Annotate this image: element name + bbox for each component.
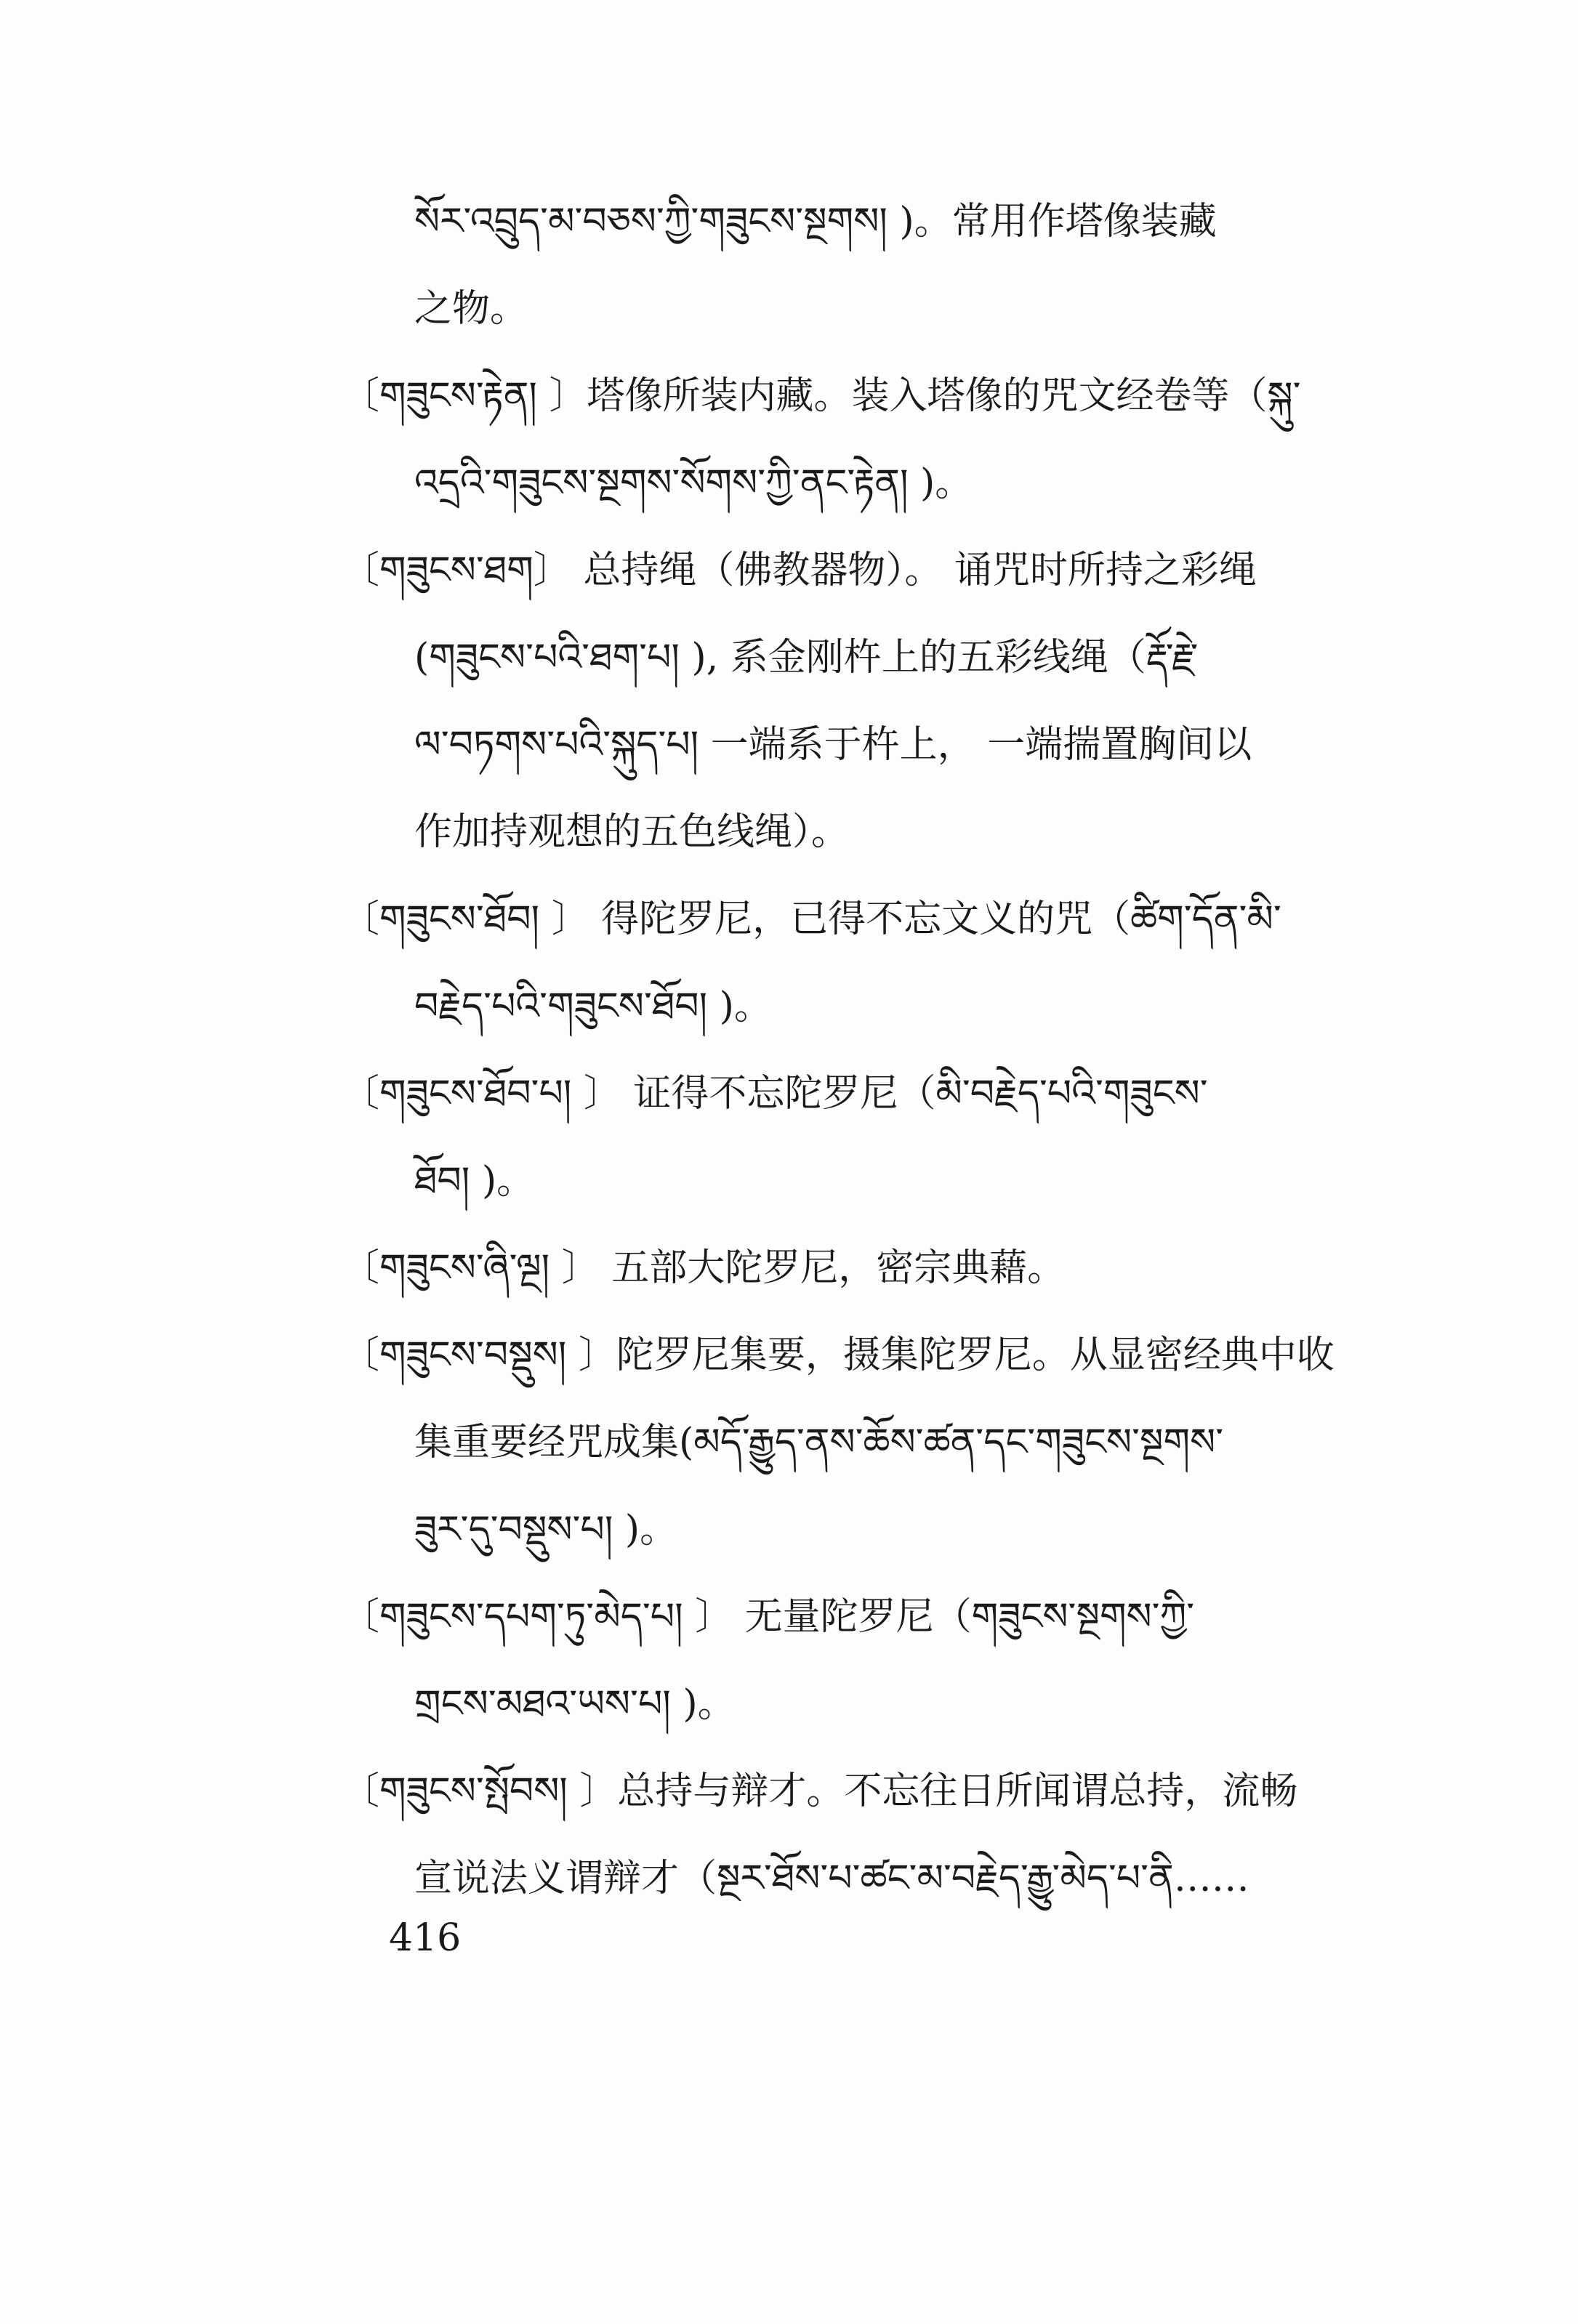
dictionary-entry-line: 〔གཟུངས་ཐོབ་པ། 〕 证得不忘陀罗尼（མི་བརྗེད་པའི་གཟུངས་	[342, 1072, 1208, 1115]
text-line: འདྲའི་གཟུངས་སྔགས་སོགས་ཀྱི་ནང་རྟེན། )。	[414, 461, 973, 505]
dictionary-entry-line: 〔གཟུངས་ཐག〕 总持绳（佛教器物）。 诵咒时所持之彩绳	[342, 549, 1257, 592]
dictionary-entry-line: 〔གཟུངས་དཔག་ཏུ་མེད་པ། 〕 无量陀罗尼（གཟུངས་སྔགས་ཀྱི་	[342, 1595, 1195, 1639]
dictionary-entry-line: 〔གཟུངས་ཞི་ལྔ། 〕 五部大陀罗尼，密宗典藉。	[342, 1246, 1066, 1290]
text-line: གྲངས་མཐའ་ཡས་པ། )。	[414, 1682, 736, 1726]
text-line: བརྗེད་པའི་གཟུངས་ཐོབ། )。	[414, 985, 772, 1028]
text-line: (གཟུངས་པའི་ཐག་པ། ), 系金刚杵上的五彩线绳（རྡོ་རྗེ་	[414, 636, 1199, 679]
text-line: 集重要经咒成集(མདོ་རྒྱུད་ནས་ཆོས་ཚན་དང་གཟུངས་སྔགས་	[414, 1421, 1224, 1464]
text-line: 之物。	[414, 287, 528, 331]
dictionary-entry-line: 〔གཟུངས་སྤོབས། 〕总持与辩才。不忘往日所闻谓总持，流畅	[342, 1770, 1298, 1813]
text-line: 作加持观想的五色线绳）。	[414, 810, 850, 854]
page-number: 416	[389, 1916, 462, 1960]
dictionary-text-block	[342, 178, 1446, 1922]
dictionary-entry-line: 〔གཟུངས་རྟེན། 〕塔像所装内藏。装入塔像的咒文经卷等（སྐུ་	[342, 374, 1301, 418]
text-line: ཟུར་དུ་བསྡུས་པ། )。	[414, 1508, 678, 1552]
text-line: ཐོབ། )。	[414, 1159, 535, 1203]
text-line: 宣说法义谓辩才（སྔར་ཐོས་པ་ཚང་མ་བརྗེད་རྒྱུ་མེད་པ་ནི……	[414, 1857, 1249, 1900]
dictionary-entry-line: 〔གཟུངས་ཐོབ། 〕 得陀罗尼，已得不忘文义的咒（ཚིག་དོན་མི་	[342, 897, 1281, 941]
text-line: སོར་འབྲུད་མ་བཅས་ཀྱི་གཟུངས་སྔགས། )。常用作塔像装藏	[414, 200, 1217, 243]
text-line: ལ་བཏགས་པའི་སྐུད་པ། 一端系于杵上， 一端揣置胸间以	[414, 723, 1252, 767]
dictionary-entry-line: 〔གཟུངས་བསྡུས། 〕陀罗尼集要，摄集陀罗尼。从显密经典中收	[342, 1334, 1335, 1377]
